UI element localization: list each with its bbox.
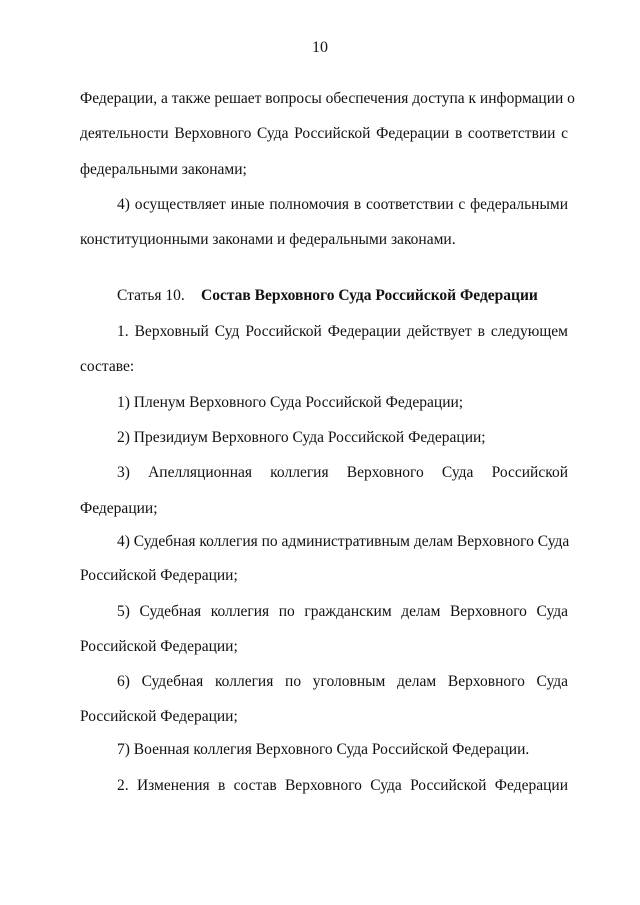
text-line: 1. Верховный Суд Российской Федерации действует в следующем [117,323,568,340]
text-line: составе: [80,358,135,375]
list-item: 2) Президиум Верховного Суда Российской Федерации; [117,429,486,446]
list-item: 4) Судебная коллегия по административным делам Верховного Суда [117,533,570,550]
list-item: 7) Военная коллегия Верховного Суда Российской Федерации. [117,741,530,758]
text-line: федеральными законами; [80,161,247,178]
text-line: Российской Федерации; [80,638,238,655]
article-label: Статья 10. [117,287,185,304]
text-line: 4) осуществляет иные полномочия в соответствии с федеральными [117,196,568,213]
text-line: Российской Федерации; [80,567,238,584]
list-item: 5) Судебная коллегия по гражданским делам Верховного Суда [117,603,568,620]
text-line: Российской Федерации; [80,708,238,725]
list-item: 3) Апелляционная коллегия Верховного Суда Российской [117,464,568,481]
article-title: Состав Верховного Суда Российской Федерации [201,287,538,304]
page-number: 10 [312,39,328,56]
list-item: 6) Судебная коллегия по уголовным делам Верховного Суда [117,673,568,690]
text-line: Федерации, а также решает вопросы обеспечения доступа к информации о [80,90,575,107]
text-line: Федерации; [80,500,158,517]
text-line: 2. Изменения в состав Верховного Суда Российской Федерации [117,777,568,794]
list-item: 1) Пленум Верховного Суда Российской Федерации; [117,394,464,411]
text-line: конституционными законами и федеральными законами. [80,231,456,248]
text-line: деятельности Верховного Суда Российской Федерации в соответствии с [80,125,568,142]
